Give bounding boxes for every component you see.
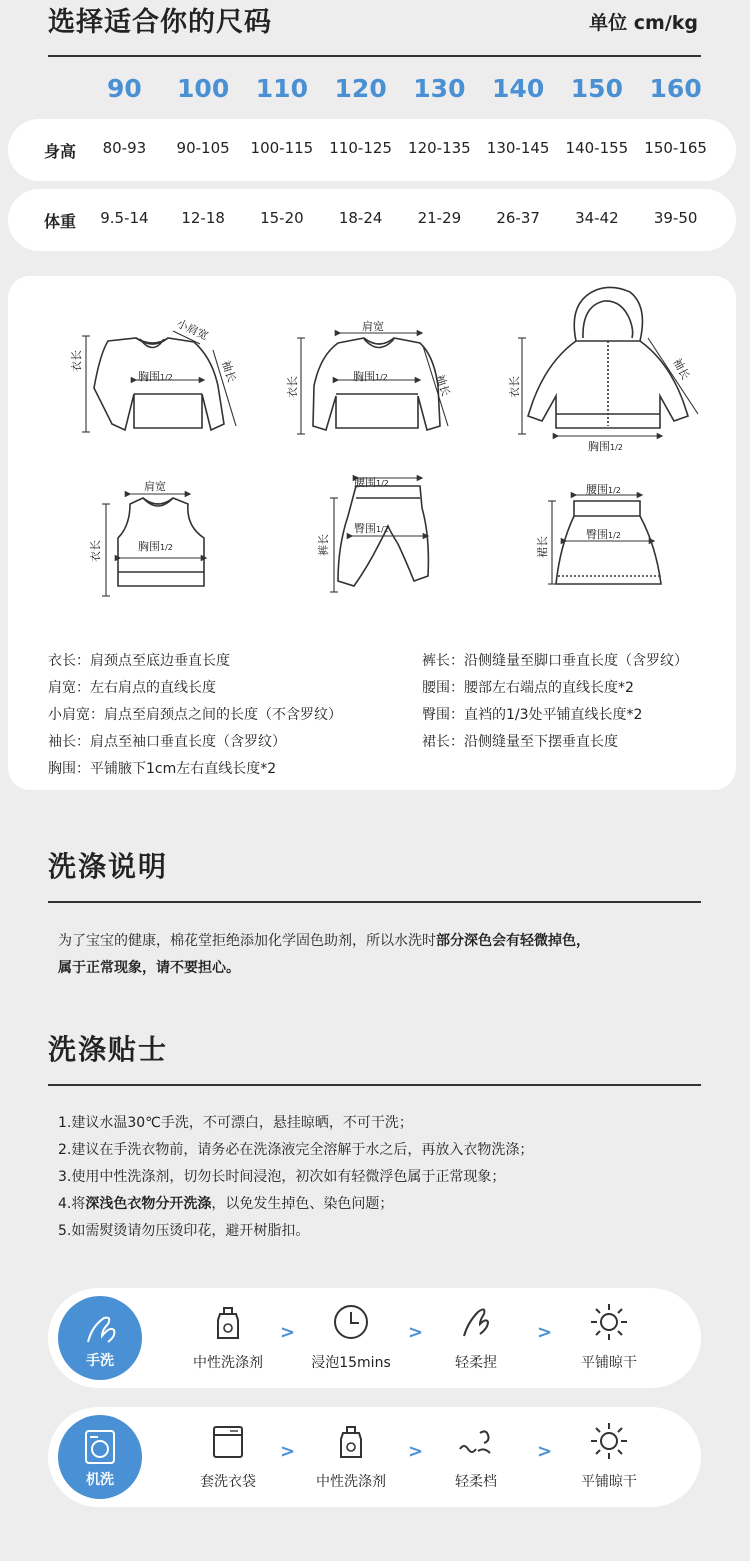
row-value: 100-115 (250, 139, 314, 157)
mode-label: 手洗 (86, 1353, 114, 1369)
arrow-icon: > (537, 1322, 553, 1343)
arrow-icon: > (280, 1322, 296, 1343)
tip-item: 3.使用中性洗涤剂，切勿长时间浸泡，初次如有轻微浮色属于正常现象； (58, 1169, 506, 1185)
row-value: 110-125 (329, 139, 392, 157)
arrow-icon: > (537, 1441, 553, 1462)
row-value: 12-18 (181, 209, 225, 227)
definitions-left (48, 648, 342, 783)
row-value: 80-93 (102, 139, 147, 157)
washing-title: 洗涤说明 (48, 850, 169, 883)
row-value: 140-155 (565, 139, 629, 157)
row-value: 18-24 (338, 209, 383, 227)
sweatshirt-diagram-2 (313, 338, 440, 430)
definition-item: 臀围：直裆的1/3处平铺直线长度*2 (422, 707, 643, 723)
label-chest: 胸围1/2 (588, 440, 623, 453)
size-label: 120 (334, 74, 387, 103)
row-value: 39-50 (653, 209, 698, 227)
row-value: 26-37 (496, 209, 540, 227)
tip-item: 2.建议在手洗衣物前，请务必在洗涤液完全溶解于水之后，再放入衣物洗涤； (58, 1142, 534, 1158)
row-value: 15-20 (260, 209, 304, 227)
label-skirt-length: 裙长 (536, 536, 549, 558)
label-pants-length: 裤长 (317, 534, 330, 556)
definition-item: 肩宽：左右肩点的直线长度 (48, 680, 216, 696)
size-header-row (85, 74, 715, 103)
tip-item: 5.如需熨烫请勿压烫印花，避开树脂扣。 (58, 1223, 310, 1239)
mode-label: 机洗 (86, 1472, 114, 1488)
page-title: 选择适合你的尺码 (48, 7, 272, 38)
gentle-cycle-icon (456, 1421, 496, 1461)
divider (48, 1084, 701, 1086)
definition-item: 裤长：沿侧缝量至脚口垂直长度（含罗纹） (422, 653, 688, 669)
weight-row (8, 189, 736, 251)
definition-item: 腰围：腰部左右端点的直线长度*2 (422, 680, 634, 696)
tip-item: 1.建议水温30℃手洗，不可漂白，悬挂晾晒，不可干洗； (58, 1115, 413, 1131)
detergent-bottle-icon (331, 1421, 371, 1461)
tip-item: 4.将深浅色衣物分开洗涤，以免发生掉色、染色问题； (58, 1196, 394, 1212)
row-value: 150-165 (644, 139, 707, 157)
label-hip: 臀围1/2 (354, 522, 389, 535)
label-hip: 臀围1/2 (586, 528, 621, 541)
label-sleeve: 袖长 (219, 358, 239, 384)
garment-diagrams (8, 276, 736, 636)
machine-wash-card (48, 1407, 701, 1507)
label-shoulder: 肩宽 (144, 480, 166, 493)
care-step: 浸泡15mins (296, 1288, 406, 1388)
label-small-shoulder: 小肩宽 (174, 316, 211, 343)
care-step: 轻柔档 (421, 1407, 531, 1507)
label-length: 衣长 (508, 376, 521, 398)
size-label: 130 (413, 74, 466, 103)
height-row (8, 119, 736, 181)
vest-diagram (118, 498, 204, 586)
hand-wash-card (48, 1288, 701, 1388)
label-length: 衣长 (70, 350, 83, 372)
size-label: 100 (177, 74, 230, 103)
row-label: 身高 (44, 142, 77, 161)
arrow-icon: > (280, 1441, 296, 1462)
skirt-diagram (556, 501, 661, 584)
label-chest: 胸围1/2 (138, 540, 173, 553)
label-sleeve: 袖长 (433, 372, 453, 398)
row-value: 9.5-14 (100, 209, 149, 227)
label-length: 衣长 (286, 376, 299, 398)
row-value: 90-105 (176, 139, 230, 157)
label-chest: 胸围1/2 (353, 370, 388, 383)
definitions-right (422, 648, 688, 756)
label-sleeve: 袖长 (670, 356, 693, 382)
size-label: 150 (570, 74, 623, 103)
size-label: 140 (492, 74, 545, 103)
tips-title: 洗涤贴士 (48, 1033, 169, 1066)
label-waist: 腰围1/2 (586, 483, 621, 496)
row-value: 130-145 (486, 139, 550, 157)
label-length: 衣长 (89, 540, 102, 562)
row-value: 34-42 (575, 209, 619, 227)
laundry-bag-icon (208, 1421, 248, 1461)
care-step: 平铺晾干 (554, 1288, 664, 1388)
clock-icon (331, 1302, 371, 1342)
divider (48, 901, 701, 903)
sun-icon (589, 1302, 629, 1342)
row-value: 21-29 (417, 209, 462, 227)
machine-wash-badge (58, 1415, 142, 1499)
size-label: 90 (106, 74, 142, 103)
size-label: 160 (649, 74, 702, 103)
definition-item: 胸围：平铺腋下1cm左右直线长度*2 (48, 761, 277, 777)
unit-label: 单位 cm/kg (589, 12, 698, 34)
definition-item: 裙长：沿侧缝量至下摆垂直长度 (422, 734, 618, 750)
care-step: 平铺晾干 (554, 1407, 664, 1507)
hand-squeeze-icon (456, 1302, 496, 1342)
label-shoulder: 肩宽 (362, 320, 384, 333)
definition-item: 衣长：肩颈点至底边垂直长度 (48, 653, 230, 669)
arrow-icon: > (408, 1441, 424, 1462)
sweatshirt-diagram-1 (94, 338, 224, 430)
sun-icon (589, 1421, 629, 1461)
label-chest: 胸围1/2 (138, 370, 173, 383)
detergent-bottle-icon (208, 1302, 248, 1342)
definition-item: 袖长：肩点至袖口垂直长度（含罗纹） (48, 734, 286, 750)
hoodie-diagram (528, 287, 688, 428)
definition-item: 小肩宽：肩点至肩颈点之间的长度（不含罗纹） (48, 707, 342, 723)
care-step: 中性洗涤剂 (173, 1288, 283, 1388)
tips-list (58, 1110, 533, 1245)
size-label: 110 (255, 74, 308, 103)
care-step: 中性洗涤剂 (296, 1407, 406, 1507)
row-value: 120-135 (408, 139, 471, 157)
washing-text: 为了宝宝的健康，棉花堂拒绝添加化学固色助剂，所以水洗时部分深色会有轻微掉色， 属于正常现象，请不要担心。 (58, 933, 590, 976)
hand-wash-badge (58, 1296, 142, 1380)
label-waist: 腰围1/2 (354, 476, 389, 489)
divider (48, 55, 701, 57)
row-label: 体重 (44, 212, 77, 231)
care-step: 轻柔捏 (421, 1288, 531, 1388)
arrow-icon: > (408, 1322, 424, 1343)
care-step: 套洗衣袋 (173, 1407, 283, 1507)
